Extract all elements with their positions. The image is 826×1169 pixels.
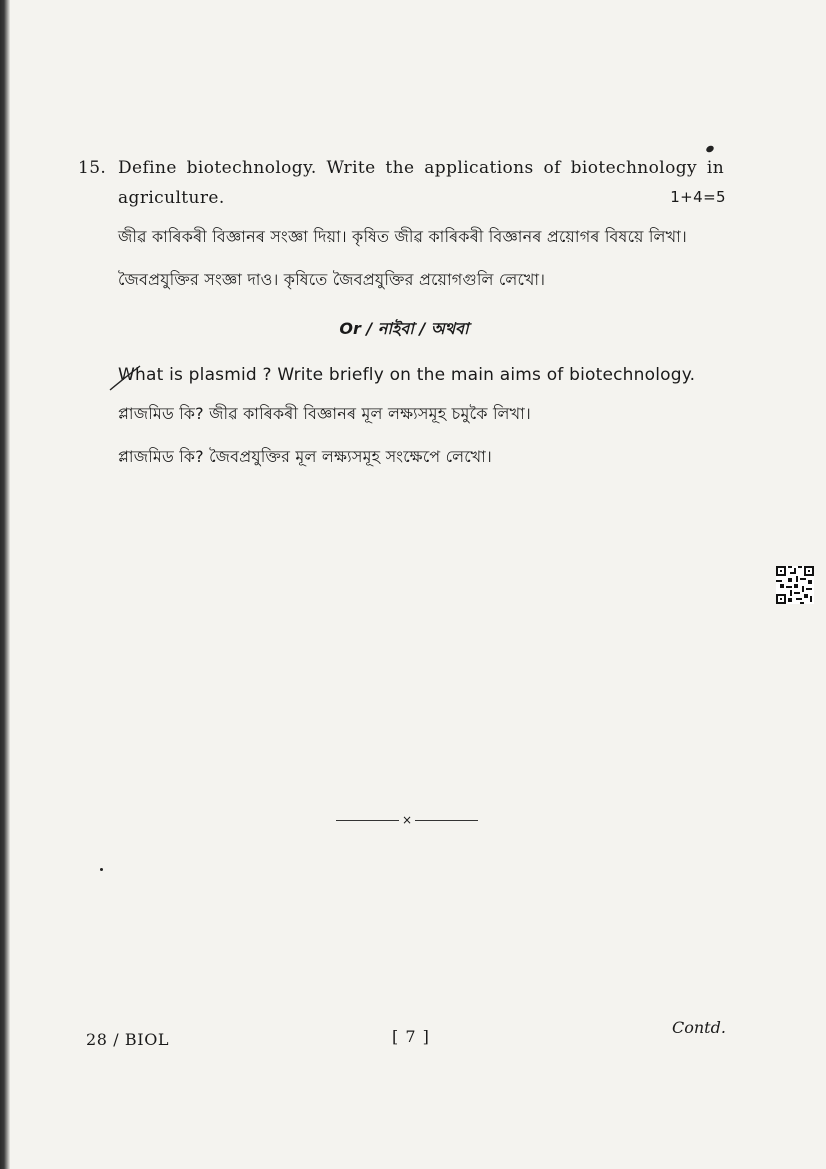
end-rule-right — [415, 820, 478, 821]
or-separator: Or / নাইবা / অথবা — [339, 319, 469, 338]
continued-label: Contd. — [672, 1018, 726, 1037]
end-rule-left — [336, 820, 399, 821]
end-of-paper-mark — [336, 812, 478, 828]
qr-code — [776, 566, 814, 604]
question-15 — [78, 158, 730, 471]
question-line-1 — [78, 158, 730, 178]
page-binding-edge — [0, 0, 10, 1169]
pen-tick-mark — [108, 362, 142, 392]
paper-code: 28 / BIOL — [86, 1030, 170, 1049]
question-number: 15. — [78, 158, 107, 178]
ink-speck — [100, 868, 103, 871]
page-number: [ 7 ] — [392, 1027, 430, 1046]
question-bengali: জৈবপ্রযুক্তির সংজ্ঞা দাও। কৃষিতে জৈবপ্রযুক্তির প্রয়োগগুলি লেখো। — [118, 270, 546, 289]
question-line-2 — [118, 188, 730, 208]
question-text-continued: agriculture. — [118, 188, 225, 208]
ink-speck — [705, 144, 715, 153]
alternative-question-assamese: প্লাজমিড কি? জীৱ কাৰিকৰী বিজ্ঞানৰ মূল লক্ষ্যসমূহ চমুকৈ লিখা। — [118, 404, 531, 423]
question-text: Define biotechnology. Write the applications of biotechnology in — [118, 158, 725, 178]
alternative-question-bengali: প্লাজমিড কি? জৈবপ্রযুক্তির মূল লক্ষ্যসমূহ সংক্ষেপে লেখো। — [118, 447, 492, 466]
marks-allocation: 1+4=5 — [670, 188, 726, 206]
alternative-question-english: What is plasmid ? Write briefly on the main aims of biotechnology. — [118, 365, 696, 385]
question-assamese: জীৱ কাৰিকৰী বিজ্ঞানৰ সংজ্ঞা দিয়া। কৃষিত জীৱ কাৰিকৰী বিজ্ঞানৰ প্ৰয়োগৰ বিষয়ে লিখা। — [118, 227, 687, 246]
end-cross: × — [401, 813, 413, 827]
